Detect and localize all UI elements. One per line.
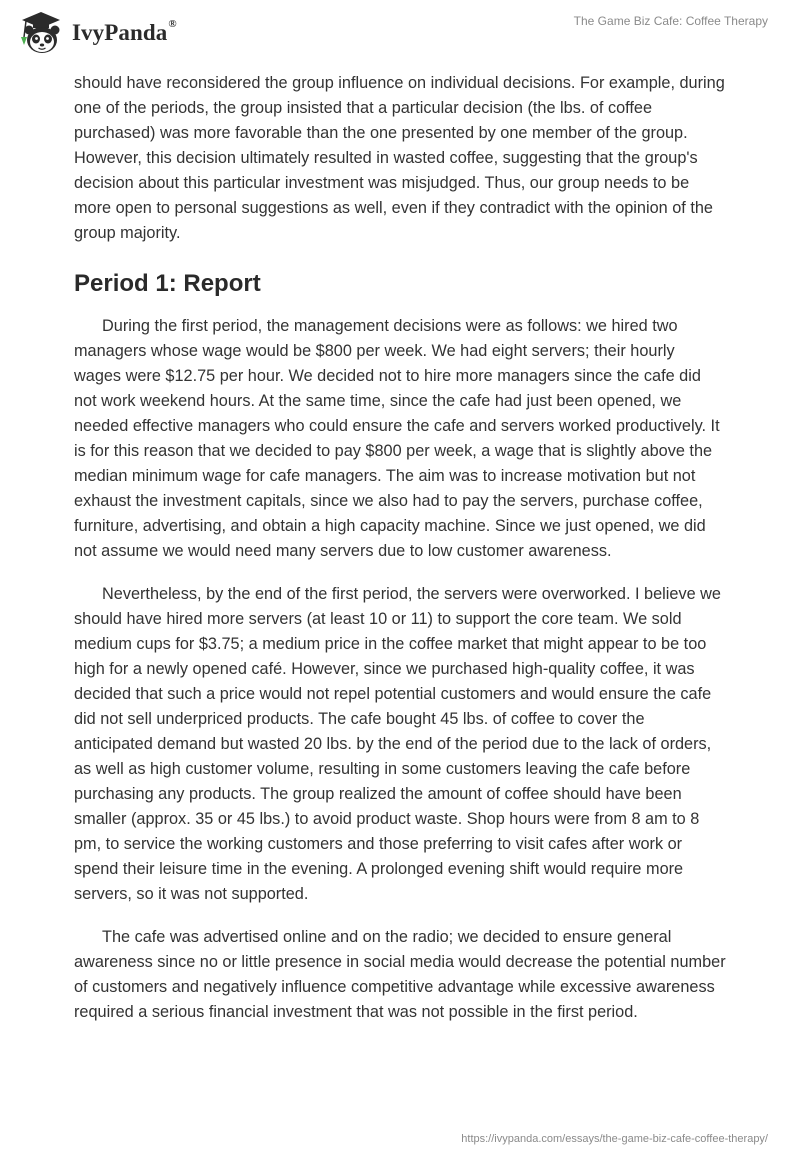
document-title: The Game Biz Cafe: Coffee Therapy	[573, 14, 768, 28]
registered-mark: ®	[168, 18, 177, 30]
source-url[interactable]: https://ivypanda.com/essays/the-game-biz-cafe-coffee-therapy/	[461, 1133, 768, 1145]
section-heading: Period 1: Report	[74, 270, 261, 297]
body-paragraph: The cafe was advertised online and on the radio; we decided to ensure general awareness since no or little presence in social media would decrease the potential number of customers and negatively influence competitive advantage while excessive awareness required a serious financial investment that was not possible in the first period.	[74, 928, 726, 1021]
brand-logo[interactable]	[16, 9, 194, 55]
page-header	[0, 0, 800, 70]
body-paragraph: Nevertheless, by the end of the first period, the servers were overworked. I believe we should have hired more servers (at least 10 or 11) to support the core team. We sold medium cups for $3.75; a medium price in the coffee market that might appear to be too high for a newly opened café. However, since we purchased high-quality coffee, it was decided that such a price would not repel potential customers and would ensure the cafe did not sell underpriced products. The cafe bought 45 lbs. of coffee to cover the anticipated demand but wasted 20 lbs. by the end of the period due to the lack of orders, as well as high customer volume, resulting in some customers leaving the cafe before purchasing any products. The group realized the amount of coffee should have been smaller (approx. 35 or 45 lbs.) to avoid product waste. Shop hours were from 8 am to 8 pm, to service the working customers and those preferring to visit cafes after work or spend their leisure time in the evening. A prolonged evening shift would require more servers, so it was not supported.	[74, 585, 721, 903]
body-paragraph: During the first period, the management decisions were as follows: we hired two managers whose wage would be $800 per week. We had eight servers; their hourly wages were $12.75 per hour. We decided not to hire more managers since the cafe did not work weekend hours. At the same time, since the cafe had just been opened, we needed effective managers who could ensure the cafe and servers worked productively. It is for this reason that we decided to pay $800 per week, a wage that is slightly above the median minimum wage for cafe managers. The aim was to increase motivation but not exhaust the investment capitals, since we also had to pay the servers, purchase coffee, furniture, advertising, and obtain a high capacity machine. Since we just opened, we did not assume we would need many servers due to low customer awareness.	[74, 317, 720, 560]
panda-graduate-icon	[16, 9, 66, 55]
essay-content	[74, 71, 726, 1043]
intro-paragraph: should have reconsidered the group influence on individual decisions. For example, during one of the periods, the group insisted that a particular decision (the lbs. of coffee purchased) was more favorable than the one presented by one member of the group. However, this decision ultimately resulted in wasted coffee, suggesting that the group's decision about this particular investment was misjudged. Thus, our group needs to be more open to personal suggestions as well, even if they contradict with the opinion of the group majority.	[74, 74, 725, 242]
brand-name-text: IvyPanda	[72, 20, 168, 45]
brand-name	[72, 20, 177, 46]
